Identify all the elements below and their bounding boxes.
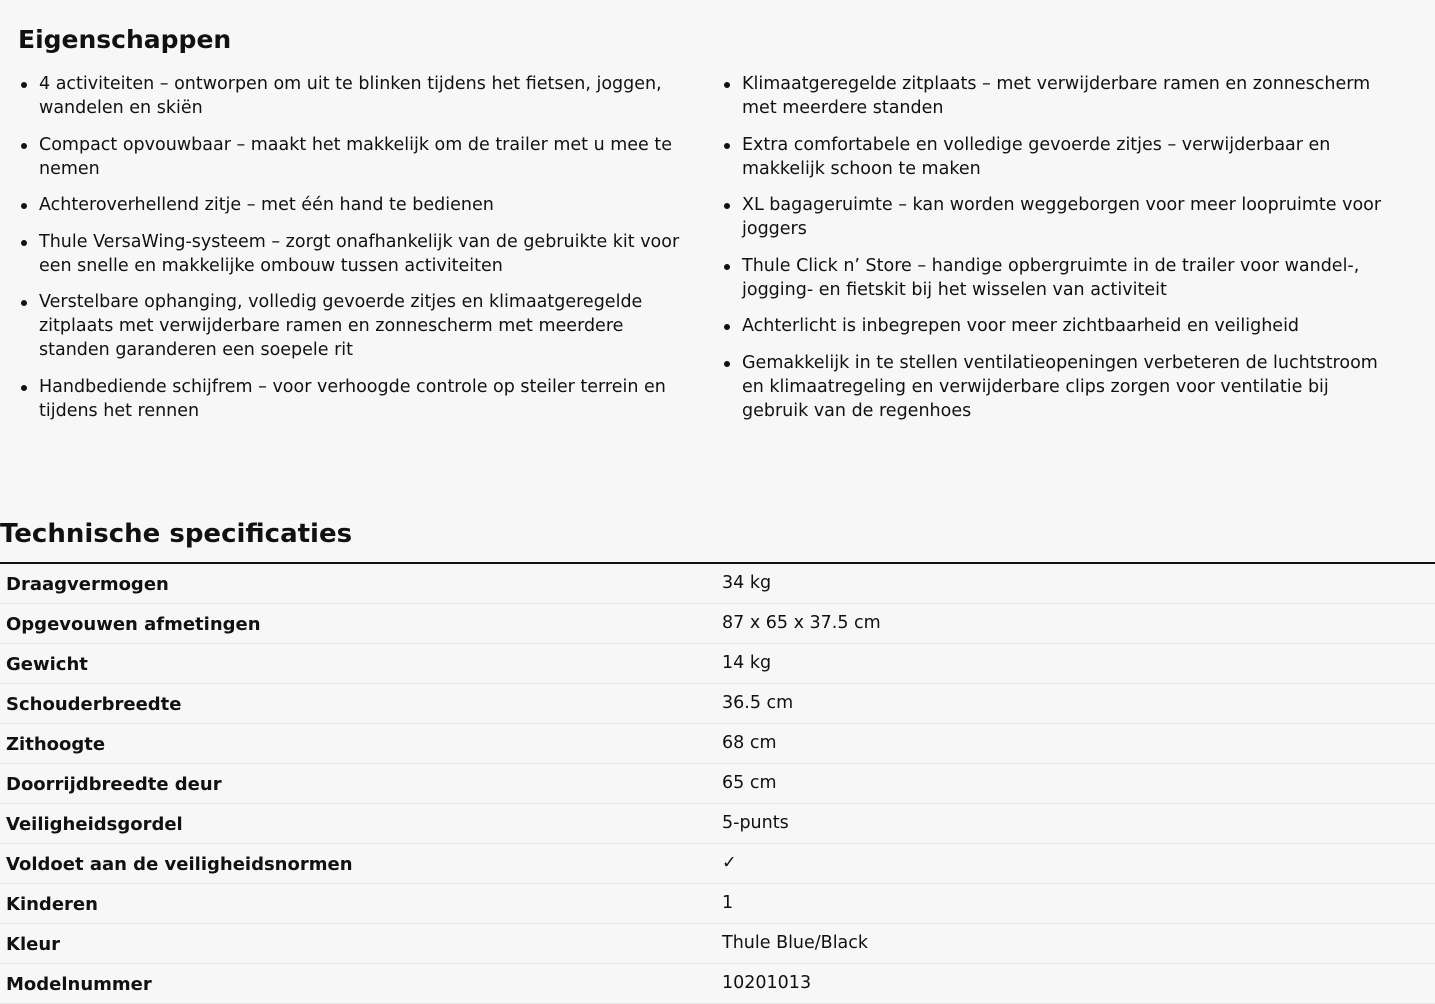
spec-row (0, 604, 1435, 644)
feature-text: Klimaatgeregelde zitplaats – met verwijderbare ramen en zonnescherm met meerdere standen (742, 74, 1371, 118)
features-list-right (721, 72, 1393, 435)
feature-text: Achterlicht is inbegrepen voor meer zichtbaarheid en veiligheid (742, 316, 1300, 336)
bullet-icon (724, 82, 730, 88)
feature-text: Handbediende schijfrem – voor verhoogde controle op steiler terrein en tijdens het rennen (39, 376, 666, 421)
feature-item (721, 193, 1393, 241)
bullet-icon (724, 203, 730, 209)
spec-value: 34 kg (722, 573, 772, 593)
spec-value: 5-punts (722, 813, 789, 833)
spec-value: 87 x 65 x 37.5 cm (722, 613, 881, 633)
feature-item (721, 72, 1393, 120)
feature-item (18, 133, 680, 181)
spec-row (0, 564, 1435, 604)
spec-label: Gewicht (6, 654, 88, 675)
bullet-icon (21, 240, 27, 246)
spec-label: Schouderbreedte (6, 694, 182, 715)
bullet-icon (21, 143, 27, 149)
feature-text: 4 activiteiten – ontworpen om uit te blinken tijdens het fietsen, joggen, wandelen en skiën (39, 74, 662, 118)
spec-label: Kinderen (6, 894, 98, 915)
spec-row (0, 884, 1435, 924)
feature-item (18, 72, 680, 120)
feature-item (18, 230, 680, 278)
spec-value: 14 kg (722, 653, 772, 673)
spec-value: 68 cm (722, 733, 777, 753)
feature-text: XL bagageruimte – kan worden weggeborgen voor meer loopruimte voor joggers (742, 195, 1382, 239)
feature-item (18, 193, 680, 217)
spec-row (0, 964, 1435, 1004)
feature-text: Gemakkelijk in te stellen ventilatieopeningen verbeteren de luchtstroom en klimaatregeling en verwijderbare clips zorgen voor ventilatie bij gebruik van de regenhoes (742, 352, 1378, 421)
bullet-icon (21, 300, 27, 306)
spec-value: 36.5 cm (722, 693, 794, 713)
spec-row (0, 764, 1435, 804)
feature-item (721, 351, 1393, 423)
feature-text: Achteroverhellend zitje – met één hand te bedienen (39, 195, 494, 215)
spec-value: 1 (722, 893, 734, 913)
spec-value: 10201013 (722, 973, 812, 993)
feature-item (721, 133, 1393, 181)
spec-label: Veiligheidsgordel (6, 814, 183, 835)
spec-value: ✓ (722, 853, 737, 873)
feature-item (721, 254, 1393, 302)
bullet-icon (724, 361, 730, 367)
spec-label: Doorrijdbreedte deur (6, 774, 222, 795)
spec-row (0, 844, 1435, 884)
bullet-icon (724, 143, 730, 149)
feature-item (18, 375, 680, 423)
features-list-left (18, 72, 680, 435)
specs-table (0, 564, 1435, 1004)
feature-text: Verstelbare ophanging, volledig gevoerde zitjes en klimaatgeregelde zitplaats met verwijderbare ramen en zonnescherm met meerdere standen garanderen een soepele rit (39, 292, 643, 360)
spec-label: Opgevouwen afmetingen (6, 614, 261, 635)
feature-text: Compact opvouwbaar – maakt het makkelijk om de trailer met u mee te nemen (39, 134, 673, 179)
spec-row (0, 724, 1435, 764)
feature-text: Thule Click n’ Store – handige opbergruimte in de trailer voor wandel-, jogging- en fietskit bij het wisselen van activiteit (742, 255, 1360, 300)
spec-row (0, 684, 1435, 724)
spec-label: Draagvermogen (6, 574, 169, 595)
specs-title: Technische specificaties (0, 519, 353, 549)
feature-text: Thule VersaWing-systeem – zorgt onafhankelijk van de gebruikte kit voor een snelle en makkelijke ombouw tussen activiteiten (39, 231, 680, 276)
feature-item (18, 290, 680, 362)
spec-row (0, 924, 1435, 964)
features-title: Eigenschappen (18, 25, 232, 54)
bullet-icon (724, 264, 730, 270)
spec-label: Voldoet aan de veiligheidsnormen (6, 854, 353, 875)
spec-value: Thule Blue/Black (722, 933, 869, 953)
spec-row (0, 644, 1435, 684)
spec-row (0, 804, 1435, 844)
bullet-icon (21, 82, 27, 88)
bullet-icon (724, 324, 730, 330)
spec-value: 65 cm (722, 773, 777, 793)
spec-label: Modelnummer (6, 974, 152, 995)
bullet-icon (21, 203, 27, 209)
feature-item (721, 314, 1393, 338)
bullet-icon (21, 385, 27, 391)
spec-label: Kleur (6, 934, 61, 955)
feature-text: Extra comfortabele en volledige gevoerde zitjes – verwijderbaar en makkelijk schoon te maken (742, 134, 1331, 179)
spec-label: Zithoogte (6, 734, 106, 755)
